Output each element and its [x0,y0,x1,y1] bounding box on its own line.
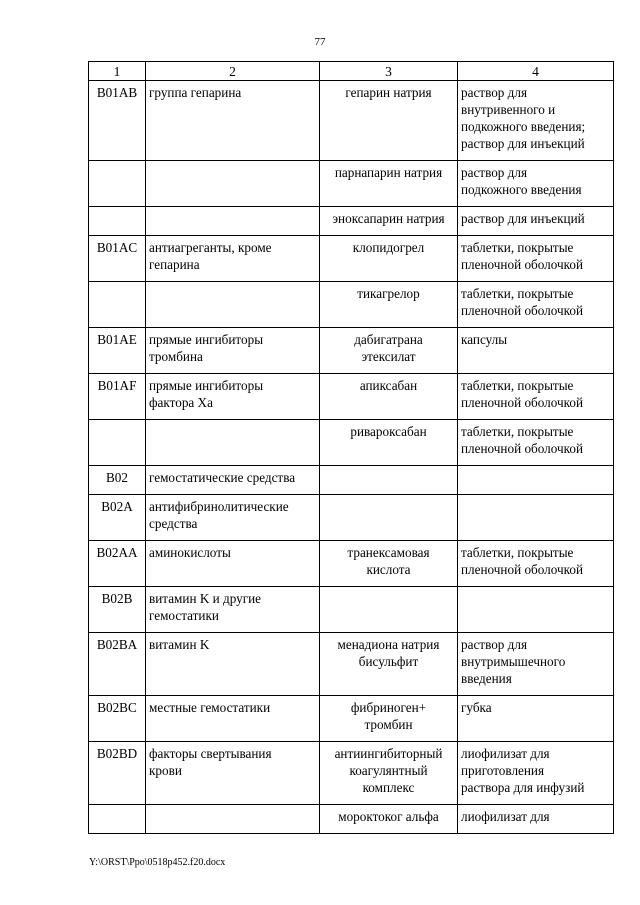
drug-name-cell: клопидогрел [320,236,458,282]
atc-code-cell: B02BC [89,696,146,742]
atc-code-cell [89,207,146,236]
table-row [89,282,614,328]
dosage-form-cell [458,587,614,633]
dosage-form-cell: раствор для подкожного введения [458,161,614,207]
drug-name-cell: эноксапарин натрия [320,207,458,236]
dosage-form-cell: раствор для инъекций [458,207,614,236]
table-row [89,161,614,207]
table-row [89,420,614,466]
header-cell-2: 2 [146,62,320,81]
group-name-cell [146,282,320,328]
dosage-form-cell [458,466,614,495]
group-name-cell: витамин K и другие гемостатики [146,587,320,633]
dosage-form-cell: лиофилизат для [458,805,614,834]
atc-code-cell: B02BD [89,742,146,805]
dosage-form-cell: раствор для внутримышечного введения [458,633,614,696]
group-name-cell: прямые ингибиторы тромбина [146,328,320,374]
group-name-cell: аминокислоты [146,541,320,587]
group-name-cell: прямые ингибиторы фактора Xa [146,374,320,420]
drug-name-cell: гепарин натрия [320,81,458,161]
table-row [89,587,614,633]
group-name-cell: антифибринолитические средства [146,495,320,541]
atc-code-cell [89,282,146,328]
atc-code-cell: B02AA [89,541,146,587]
drug-name-cell: дабигатрана этексилат [320,328,458,374]
table-row [89,81,614,161]
atc-code-cell: B01AB [89,81,146,161]
atc-code-cell: B02 [89,466,146,495]
table-row [89,328,614,374]
table-row [89,742,614,805]
drug-table-container [88,61,613,834]
table-row [89,805,614,834]
table-row [89,495,614,541]
header-cell-4: 4 [458,62,614,81]
atc-code-cell [89,420,146,466]
file-path-footer: Y:\ORST\Ppo\0518p452.f20.docx [89,857,226,868]
group-name-cell [146,161,320,207]
dosage-form-cell: таблетки, покрытые пленочной оболочкой [458,374,614,420]
table-row [89,207,614,236]
header-cell-3: 3 [320,62,458,81]
table-row [89,541,614,587]
atc-code-cell: B02BA [89,633,146,696]
atc-code-cell: B01AE [89,328,146,374]
drug-name-cell: антиингибиторный коагулянтный комплекс [320,742,458,805]
dosage-form-cell: таблетки, покрытые пленочной оболочкой [458,282,614,328]
table-row [89,236,614,282]
table-header-row [89,62,614,81]
drug-name-cell: парнапарин натрия [320,161,458,207]
group-name-cell: витамин K [146,633,320,696]
dosage-form-cell: таблетки, покрытые пленочной оболочкой [458,420,614,466]
header-cell-1: 1 [89,62,146,81]
drug-name-cell [320,466,458,495]
table-row [89,374,614,420]
table-row [89,633,614,696]
drug-name-cell: фибриноген+ тромбин [320,696,458,742]
atc-code-cell: B01AC [89,236,146,282]
dosage-form-cell: раствор для внутривенного и подкожного введения; раствор для инъекций [458,81,614,161]
drug-name-cell [320,495,458,541]
dosage-form-cell [458,495,614,541]
atc-code-cell [89,161,146,207]
group-name-cell: гемостатические средства [146,466,320,495]
page-number: 77 [314,36,326,48]
table-row [89,466,614,495]
atc-code-cell: B01AF [89,374,146,420]
atc-code-cell: B02B [89,587,146,633]
dosage-form-cell: таблетки, покрытые пленочной оболочкой [458,236,614,282]
drug-name-cell: транексамовая кислота [320,541,458,587]
table-row [89,696,614,742]
group-name-cell: антиагреганты, кроме гепарина [146,236,320,282]
group-name-cell: местные гемостатики [146,696,320,742]
atc-code-cell: B02A [89,495,146,541]
group-name-cell [146,207,320,236]
dosage-form-cell: таблетки, покрытые пленочной оболочкой [458,541,614,587]
drug-name-cell [320,587,458,633]
drug-name-cell: ривароксабан [320,420,458,466]
group-name-cell [146,420,320,466]
dosage-form-cell: губка [458,696,614,742]
dosage-form-cell: лиофилизат для приготовления раствора для инфузий [458,742,614,805]
group-name-cell: факторы свертывания крови [146,742,320,805]
drug-name-cell: тикагрелор [320,282,458,328]
atc-code-cell [89,805,146,834]
dosage-form-cell: капсулы [458,328,614,374]
drug-table [88,61,614,834]
drug-name-cell: мороктоког альфа [320,805,458,834]
group-name-cell: группа гепарина [146,81,320,161]
group-name-cell [146,805,320,834]
drug-name-cell: менадиона натрия бисульфит [320,633,458,696]
drug-name-cell: апиксабан [320,374,458,420]
